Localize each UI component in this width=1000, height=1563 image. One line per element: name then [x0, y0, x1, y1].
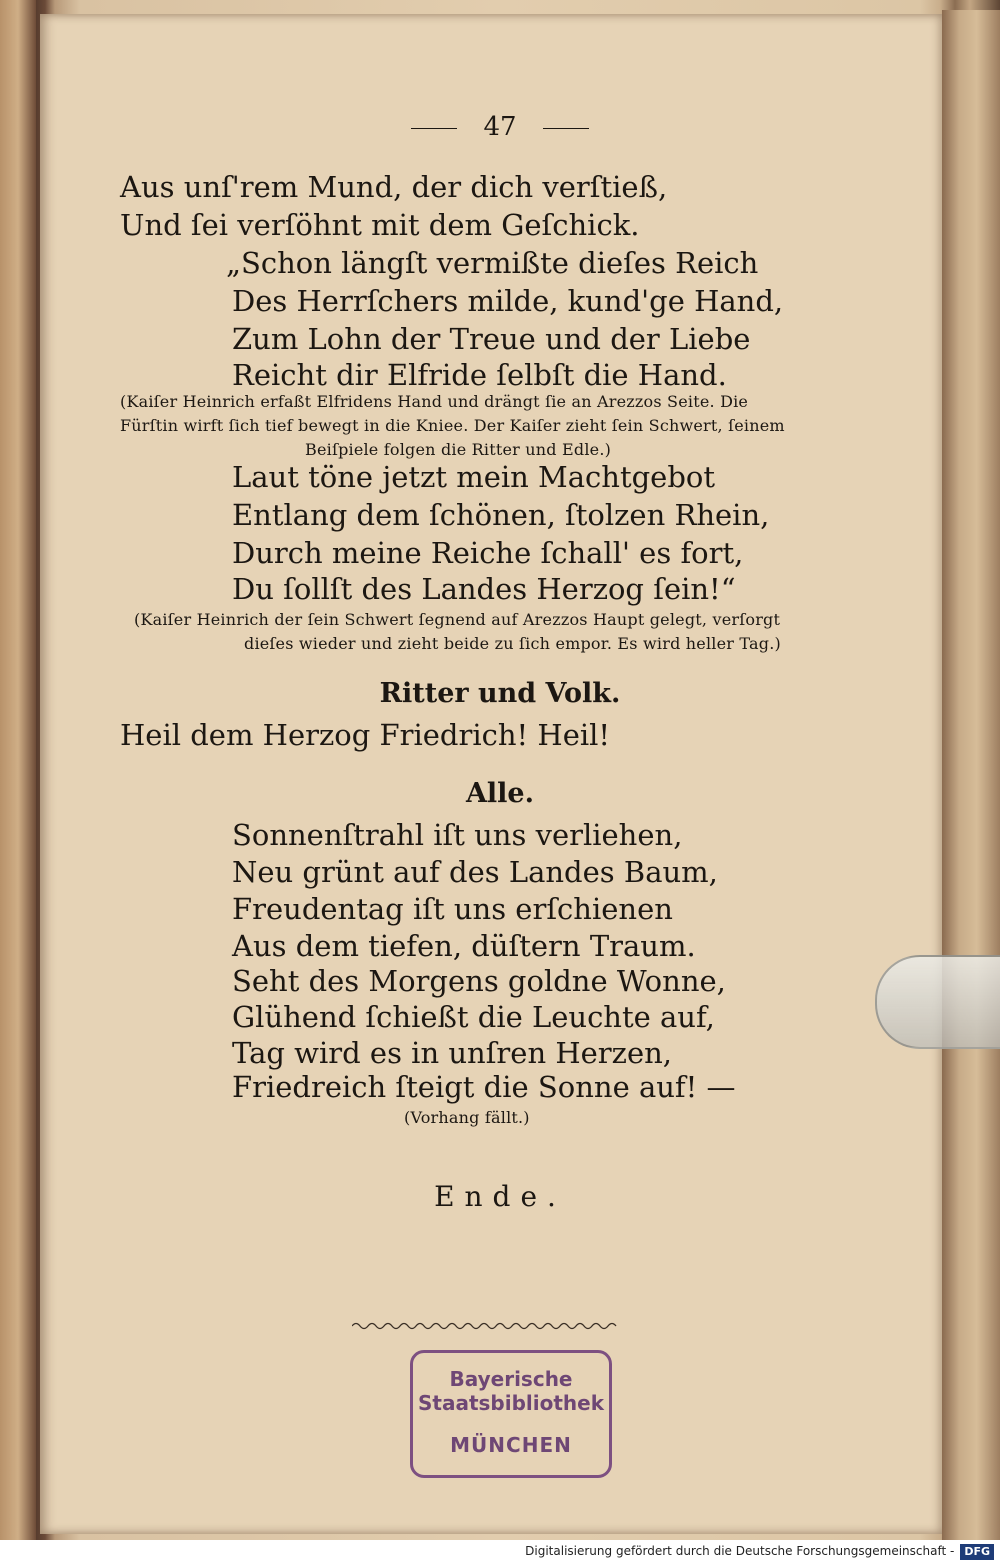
- verse-line: Des Herrſchers milde, kund'ge Hand,: [232, 284, 784, 318]
- speaker-heading: Ritter und Volk.: [379, 678, 621, 709]
- verse-line: Aus unſ'rem Mund, der dich verſtieß,: [120, 170, 668, 204]
- dash-left: [411, 128, 457, 129]
- ende-text: Ende.: [434, 1180, 566, 1213]
- stage-direction-line: dieſes wieder und zieht beide zu ſich empor. Es wird heller Tag.): [244, 634, 781, 653]
- stage-direction-line: (Kaiſer Heinrich erfaßt Elfridens Hand und drängt ſie an Arezzos Seite. Die: [120, 392, 749, 411]
- verse-line: Aus dem tiefen, düſtern Traum.: [232, 929, 696, 963]
- book-page: [40, 14, 942, 1534]
- digitization-footer: [0, 1540, 1000, 1563]
- stage-direction-line: (Vorhang fällt.): [404, 1108, 530, 1127]
- footer-text: Digitalisierung gefördert durch die Deutsche Forschungsgemeinschaft -: [525, 1544, 955, 1558]
- stamp-line: Bayerische: [449, 1367, 573, 1391]
- dash-right: [543, 128, 589, 129]
- stage-direction-line: Fürſtin wirft ſich tief bewegt in die Kniee. Der Kaiſer zieht ſein Schwert, ſeinem: [120, 416, 785, 435]
- wavy-rule: [352, 1320, 622, 1332]
- speaker-heading: Alle.: [465, 778, 535, 809]
- verse-line: Glühend ſchießt die Leuchte auf,: [232, 1000, 715, 1034]
- stage-direction-line: (Kaiſer Heinrich der ſein Schwert ſegnend auf Arezzos Haupt gelegt, verſorgt: [134, 610, 781, 629]
- page-number-row: [0, 112, 1000, 142]
- verse-line: Reicht dir Elfride ſelbſt die Hand.: [232, 358, 727, 392]
- verse-line: Seht des Morgens goldne Wonne,: [232, 964, 726, 998]
- verse-line: „Schon längſt vermißte dieſes Reich: [226, 246, 759, 280]
- verse-line: Entlang dem ſchönen, ſtolzen Rhein,: [232, 498, 770, 532]
- verse-line: Tag wird es in unſren Herzen,: [232, 1036, 672, 1070]
- right-page-edges: [942, 10, 1000, 1540]
- page-clip: [875, 955, 1000, 1049]
- verse-line: Zum Lohn der Treue und der Liebe: [232, 322, 751, 356]
- library-stamp: [410, 1350, 612, 1478]
- verse-line: Sonnenſtrahl iſt uns verliehen,: [232, 818, 683, 852]
- verse-line: Friedreich ſteigt die Sonne auf! —: [232, 1070, 736, 1104]
- stamp-line: MÜNCHEN: [450, 1433, 572, 1457]
- verse-line: Du ſollſt des Landes Herzog ſein!“: [232, 572, 736, 606]
- stamp-line: Staatsbibliothek: [417, 1391, 605, 1415]
- verse-line: Durch meine Reiche ſchall' es fort,: [232, 536, 744, 570]
- dfg-logo: DFG: [960, 1544, 994, 1560]
- verse-line: Heil dem Herzog Friedrich! Heil!: [120, 718, 611, 752]
- verse-line: Neu grünt auf des Landes Baum,: [232, 855, 718, 889]
- stage-direction-line: Beiſpiele folgen die Ritter und Edle.): [305, 440, 612, 459]
- verse-line: Freudentag iſt uns erſchienen: [232, 892, 673, 926]
- verse-line: Laut töne jetzt mein Machtgebot: [232, 460, 716, 494]
- verse-line: Und ſei verſöhnt mit dem Geſchick.: [120, 208, 640, 242]
- page-number: 47: [483, 112, 517, 142]
